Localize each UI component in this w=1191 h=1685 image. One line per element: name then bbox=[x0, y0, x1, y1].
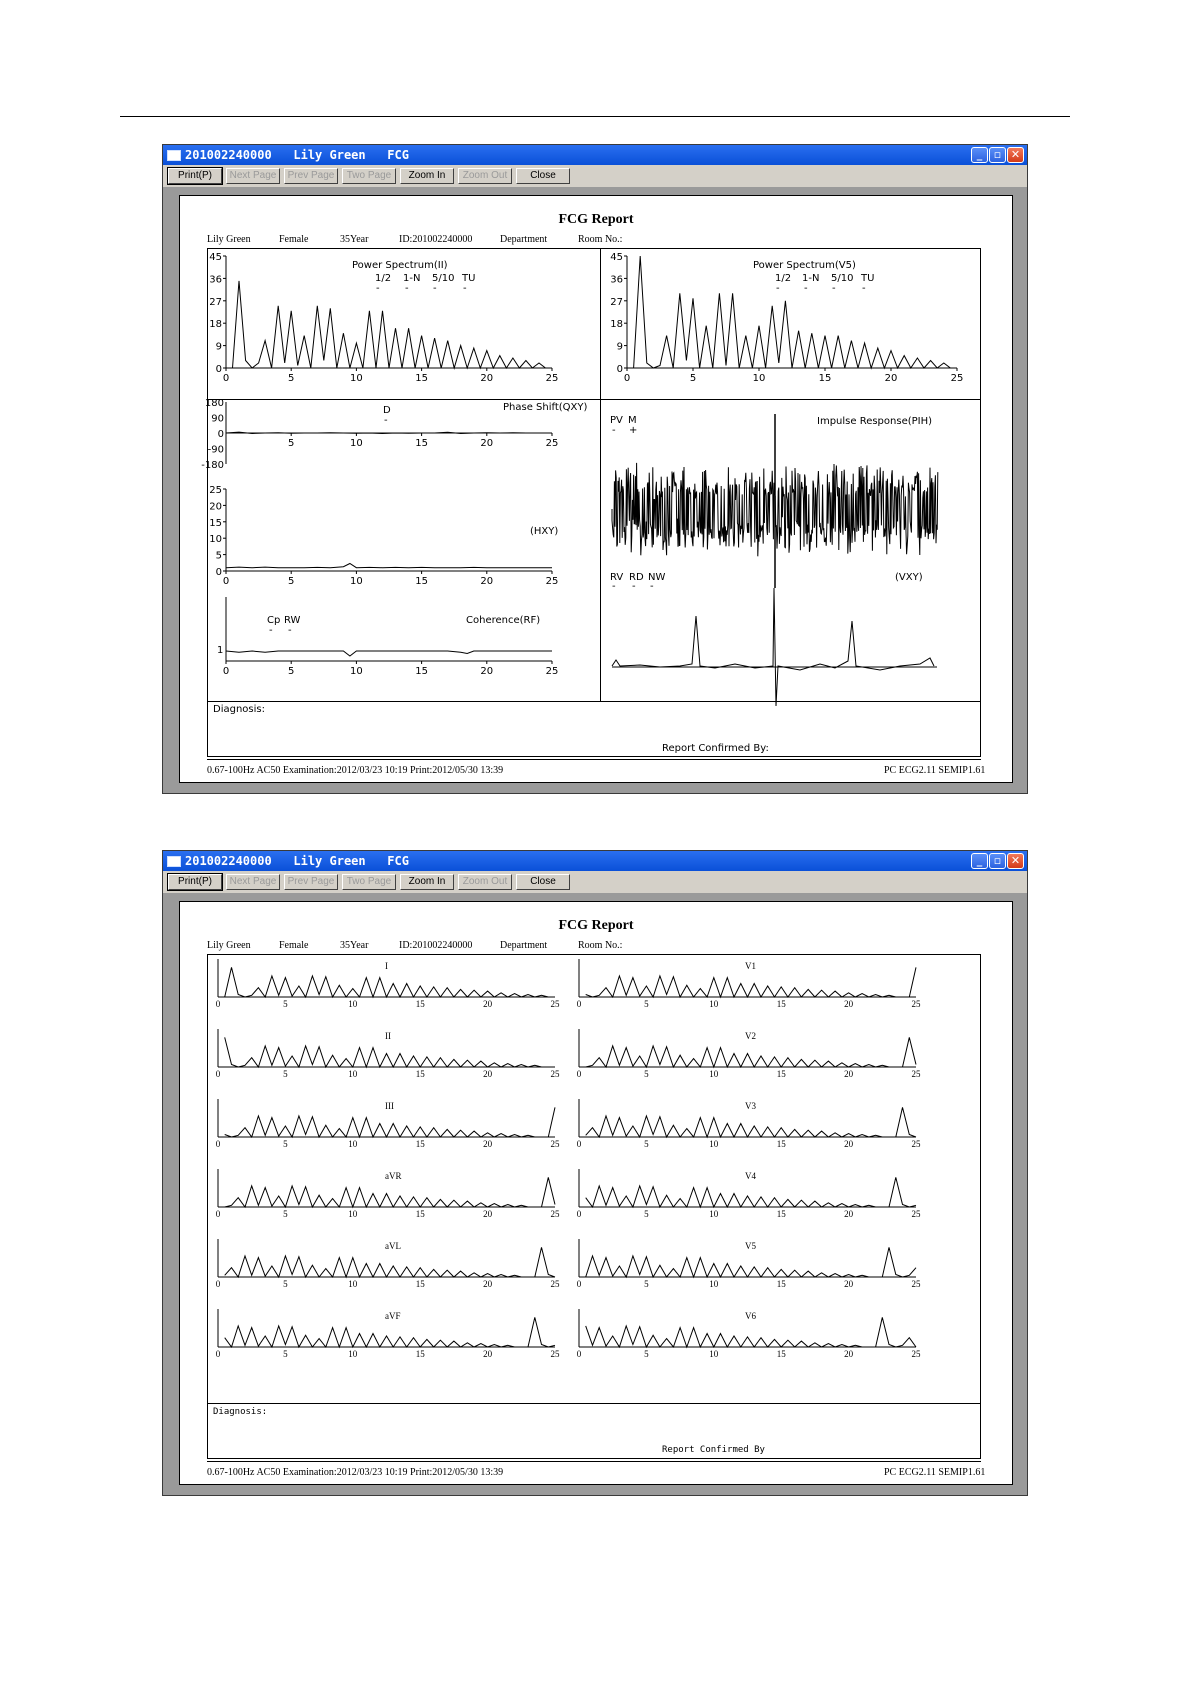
power-v5-legend-2: 1-N bbox=[802, 273, 820, 284]
power-ii-legend-mark-4: - bbox=[463, 283, 467, 294]
lead-V6-x-tick-label: 10 bbox=[709, 1349, 719, 1359]
prev-page-button[interactable]: Prev Page bbox=[284, 874, 338, 890]
report-title: FCG Report bbox=[558, 918, 634, 933]
lead-V5-x-tick-label: 20 bbox=[844, 1279, 854, 1289]
lead-aVL-x-tick-label: 25 bbox=[550, 1279, 560, 1289]
coherence-x-tick-label: 15 bbox=[415, 666, 428, 677]
lead-aVL-label: aVL bbox=[385, 1241, 401, 1251]
lead-aVL-x-tick-label: 10 bbox=[348, 1279, 358, 1289]
vxy-title: (VXY) bbox=[895, 572, 923, 583]
power-ii-legend-mark-2: - bbox=[405, 283, 409, 294]
room-number: Room No.: bbox=[578, 234, 623, 245]
lead-V6-series bbox=[586, 1317, 916, 1347]
impulse-title: Impulse Response(PIH) bbox=[817, 416, 933, 427]
lead-III-x-tick-label: 25 bbox=[550, 1139, 560, 1149]
power-v5-legend-mark-4: - bbox=[862, 283, 866, 294]
lead-aVL-x-tick-label: 5 bbox=[283, 1279, 288, 1289]
power-ii-legend-mark-1: - bbox=[376, 283, 380, 294]
lead-V4-x-tick-label: 10 bbox=[709, 1209, 719, 1219]
print-button[interactable]: Print(P) bbox=[168, 168, 222, 184]
lead-aVR-series bbox=[225, 1177, 555, 1207]
lead-V2-series bbox=[586, 1037, 916, 1067]
toolbar-2 bbox=[163, 871, 1027, 893]
patient-sex: Female bbox=[279, 940, 309, 951]
patient-name: Lily Green bbox=[207, 940, 251, 951]
power-ii-x-tick-label: 25 bbox=[545, 373, 559, 384]
power-v5-legend-mark-1: - bbox=[776, 283, 780, 294]
lead-aVR-x-tick-label: 25 bbox=[550, 1209, 560, 1219]
phase-x-tick-label: 10 bbox=[350, 438, 363, 449]
minimize-icon[interactable]: _ bbox=[971, 147, 988, 163]
power-v5-y-tick-label: 45 bbox=[610, 252, 623, 263]
phase-y-tick-label: -180 bbox=[201, 460, 224, 471]
power-v5-x-tick-label: 5 bbox=[689, 373, 697, 384]
phase-y-tick-label: 180 bbox=[204, 398, 224, 409]
fcg-report-window-2 bbox=[162, 850, 1028, 1496]
lead-V3-x-tick-label: 5 bbox=[644, 1139, 649, 1149]
power-v5-x-tick-label: 25 bbox=[950, 373, 964, 384]
power-ii-x-tick-label: 10 bbox=[350, 373, 363, 384]
lead-V3-series bbox=[586, 1107, 916, 1137]
coherence-legend-mark-rw: - bbox=[288, 625, 292, 636]
power-v5-title: Power Spectrum(V5) bbox=[753, 260, 856, 271]
phase-y-tick-label: 90 bbox=[211, 413, 224, 425]
lead-aVL-x-tick-label: 15 bbox=[415, 1279, 425, 1289]
lead-aVR-label: aVR bbox=[385, 1171, 402, 1181]
phase-y-tick-label: 0 bbox=[217, 429, 224, 440]
lead-II-x-tick-label: 0 bbox=[215, 1069, 221, 1079]
toolbar bbox=[163, 165, 1027, 187]
lead-V4-label: V4 bbox=[745, 1171, 756, 1181]
power-ii-y-tick-label: 9 bbox=[215, 341, 222, 353]
coherence-x-tick-label: 25 bbox=[545, 666, 559, 677]
power-v5-legend-4: TU bbox=[861, 273, 875, 284]
lead-V3-x-tick-label: 25 bbox=[911, 1139, 921, 1149]
lead-II-x-tick-label: 20 bbox=[483, 1069, 493, 1079]
power-ii-legend-2: 1-N bbox=[403, 273, 421, 284]
lead-I-x-tick-label: 25 bbox=[550, 999, 560, 1009]
lead-V6-x-tick-label: 20 bbox=[844, 1349, 854, 1359]
lead-V2-x-tick-label: 0 bbox=[576, 1069, 582, 1079]
power-ii-x-tick-label: 0 bbox=[222, 373, 230, 384]
power-ii-y-tick-label: 0 bbox=[215, 364, 222, 375]
zoom-in-button[interactable]: Zoom In bbox=[400, 874, 454, 890]
power-v5-y-tick-label: 9 bbox=[616, 341, 623, 353]
coherence-legend-mark-cp: - bbox=[269, 625, 273, 636]
lead-III-x-tick-label: 0 bbox=[215, 1139, 221, 1149]
power-ii-x-tick-label: 15 bbox=[415, 373, 428, 384]
hxy-y-tick-label: 20 bbox=[209, 501, 222, 513]
power-ii-legend-3: 5/10 bbox=[432, 273, 455, 284]
hxy-x-tick-label: 25 bbox=[545, 576, 559, 587]
lead-II-x-tick-label: 15 bbox=[415, 1069, 425, 1079]
power-ii-x-tick-label: 20 bbox=[480, 373, 494, 384]
report-page-2 bbox=[179, 901, 1013, 1485]
prev-page-button[interactable]: Prev Page bbox=[284, 168, 338, 184]
lead-II-x-tick-label: 5 bbox=[283, 1069, 288, 1079]
lead-V2-x-tick-label: 20 bbox=[844, 1069, 854, 1079]
print-button[interactable]: Print(P) bbox=[168, 874, 222, 890]
lead-aVR-x-tick-label: 20 bbox=[483, 1209, 493, 1219]
coherence-legend-cp: Cp bbox=[267, 615, 281, 626]
power-v5-x-tick-label: 0 bbox=[623, 373, 631, 384]
vxy-legend-rv: RV bbox=[610, 572, 624, 583]
lead-aVR-x-tick-label: 15 bbox=[415, 1209, 425, 1219]
lead-spectra-grid bbox=[180, 902, 1000, 1412]
vxy-legend-rd: RD bbox=[629, 572, 644, 583]
hxy-x-tick-label: 15 bbox=[415, 576, 428, 587]
lead-I-x-tick-label: 0 bbox=[215, 999, 221, 1009]
lead-V2-x-tick-label: 25 bbox=[911, 1069, 921, 1079]
footer-rule bbox=[207, 759, 981, 760]
lead-V3-x-tick-label: 15 bbox=[776, 1139, 786, 1149]
lead-V1-x-tick-label: 15 bbox=[776, 999, 786, 1009]
lead-I-series bbox=[225, 967, 555, 997]
report-title: FCG Report bbox=[558, 212, 634, 227]
diagnosis-box bbox=[207, 1403, 981, 1459]
power-ii-title: Power Spectrum(II) bbox=[352, 260, 448, 271]
close-button[interactable]: Close bbox=[516, 168, 570, 184]
lead-V3-x-tick-label: 20 bbox=[844, 1139, 854, 1149]
lead-V3-x-tick-label: 0 bbox=[576, 1139, 582, 1149]
phase-x-tick-label: 25 bbox=[545, 438, 559, 449]
lead-aVL-x-tick-label: 20 bbox=[483, 1279, 493, 1289]
lead-III-x-tick-label: 5 bbox=[283, 1139, 288, 1149]
lead-aVF-x-tick-label: 10 bbox=[348, 1349, 358, 1359]
coherence-x-tick-label: 10 bbox=[350, 666, 363, 677]
vxy-legend-mark-rv: - bbox=[612, 581, 616, 592]
patient-sex: Female bbox=[279, 234, 309, 245]
hxy-x-tick-label: 0 bbox=[222, 576, 230, 587]
patient-name: Lily Green bbox=[207, 234, 251, 245]
lead-V5-x-tick-label: 0 bbox=[576, 1279, 582, 1289]
lead-V2-label: V2 bbox=[745, 1031, 756, 1041]
vxy-legend-mark-rd: - bbox=[632, 581, 636, 592]
patient-age: 35Year bbox=[340, 234, 369, 245]
hxy-x-tick-label: 10 bbox=[350, 576, 363, 587]
patient-age: 35Year bbox=[340, 940, 369, 951]
hxy-x-tick-label: 20 bbox=[480, 576, 494, 587]
lead-V5-x-tick-label: 15 bbox=[776, 1279, 786, 1289]
coherence-ref-value: 1 bbox=[217, 645, 224, 656]
power-v5-y-tick-label: 27 bbox=[610, 296, 623, 308]
restore-icon[interactable]: ▫ bbox=[989, 853, 1006, 869]
coherence-x-tick-label: 0 bbox=[222, 666, 230, 677]
vxy-series bbox=[612, 588, 934, 706]
lead-aVR-x-tick-label: 0 bbox=[215, 1209, 221, 1219]
title-bar-2[interactable] bbox=[163, 851, 1027, 871]
lead-V1-x-tick-label: 5 bbox=[644, 999, 649, 1009]
power-ii-legend-mark-3: - bbox=[433, 283, 437, 294]
hxy-y-tick-label: 15 bbox=[209, 517, 222, 529]
lead-V1-series bbox=[586, 967, 916, 997]
power-v5-y-tick-label: 0 bbox=[616, 364, 623, 375]
phase-x-tick-label: 15 bbox=[415, 438, 428, 449]
diagnosis-label: Diagnosis: bbox=[213, 704, 265, 715]
diagnosis-box bbox=[207, 701, 981, 757]
close-icon[interactable]: ✕ bbox=[1007, 853, 1024, 869]
lead-I-label: I bbox=[385, 961, 388, 971]
page-top-rule bbox=[120, 116, 1070, 117]
lead-III-x-tick-label: 20 bbox=[483, 1139, 493, 1149]
lead-aVF-x-tick-label: 25 bbox=[550, 1349, 560, 1359]
lead-V2-x-tick-label: 5 bbox=[644, 1069, 649, 1079]
power-v5-legend-1: 1/2 bbox=[775, 273, 792, 284]
footer-left: 0.67-100Hz AC50 Examination:2012/03/23 10:19 Print:2012/05/30 13:39 bbox=[207, 765, 504, 776]
phase-shift-legend-mark: - bbox=[384, 415, 388, 426]
patient-id: ID:201002240000 bbox=[399, 940, 473, 951]
hxy-y-tick-label: 0 bbox=[215, 567, 222, 578]
lead-aVF-x-tick-label: 15 bbox=[415, 1349, 425, 1359]
lead-II-x-tick-label: 10 bbox=[348, 1069, 358, 1079]
impulse-legend-m: M bbox=[628, 415, 637, 426]
lead-V4-x-tick-label: 25 bbox=[911, 1209, 921, 1219]
power-ii-legend-4: TU bbox=[462, 273, 476, 284]
lead-V1-x-tick-label: 0 bbox=[576, 999, 582, 1009]
lead-V3-label: V3 bbox=[745, 1101, 756, 1111]
lead-aVR-x-tick-label: 5 bbox=[283, 1209, 288, 1219]
lead-V1-label: V1 bbox=[745, 961, 756, 971]
lead-III-label: III bbox=[385, 1101, 394, 1111]
lead-V6-x-tick-label: 5 bbox=[644, 1349, 649, 1359]
room-number: Room No.: bbox=[578, 940, 623, 951]
lead-aVF-label: aVF bbox=[385, 1311, 401, 1321]
lead-V1-x-tick-label: 10 bbox=[709, 999, 719, 1009]
footer-rule bbox=[207, 1461, 981, 1462]
restore-icon[interactable]: ▫ bbox=[989, 147, 1006, 163]
lead-V4-x-tick-label: 0 bbox=[576, 1209, 582, 1219]
footer-right: PC ECG2.11 SEMIP1.61 bbox=[884, 1467, 986, 1478]
lead-V4-series bbox=[586, 1177, 916, 1207]
power-v5-x-tick-label: 20 bbox=[884, 373, 898, 384]
coherence-x-tick-label: 5 bbox=[288, 666, 295, 677]
window-title: 201002240000 Lily Green FCG bbox=[185, 148, 409, 162]
power-ii-y-tick-label: 36 bbox=[209, 274, 222, 286]
lead-V5-series bbox=[586, 1247, 916, 1277]
phase-shift-legend: D bbox=[383, 405, 391, 416]
lead-I-x-tick-label: 5 bbox=[283, 999, 288, 1009]
title-bar[interactable] bbox=[163, 145, 1027, 165]
close-button[interactable]: Close bbox=[516, 874, 570, 890]
footer-right: PC ECG2.11 SEMIP1.61 bbox=[884, 765, 986, 776]
zoom-out-button[interactable]: Zoom Out bbox=[458, 168, 512, 184]
lead-I-x-tick-label: 20 bbox=[483, 999, 493, 1009]
phase-y-tick-label: -90 bbox=[207, 444, 224, 456]
lead-V2-x-tick-label: 15 bbox=[776, 1069, 786, 1079]
phase-x-tick-label: 5 bbox=[288, 438, 295, 449]
lead-V3-x-tick-label: 10 bbox=[709, 1139, 719, 1149]
lead-II-series bbox=[225, 1037, 555, 1067]
app-icon bbox=[167, 856, 181, 867]
two-page-button[interactable]: Two Page bbox=[342, 168, 396, 184]
power-ii-y-tick-label: 18 bbox=[209, 319, 222, 331]
impulse-legend-pv: PV bbox=[610, 415, 623, 426]
diagnosis-label: Diagnosis: bbox=[213, 1407, 268, 1417]
phase-x-tick-label: 20 bbox=[480, 438, 494, 449]
hxy-y-tick-label: 10 bbox=[209, 534, 222, 546]
next-page-button[interactable]: Next Page bbox=[226, 168, 280, 184]
impulse-legend-mark-pv: - bbox=[612, 425, 616, 436]
minimize-icon[interactable]: _ bbox=[971, 853, 988, 869]
lead-V6-x-tick-label: 25 bbox=[911, 1349, 921, 1359]
power-v5-legend-mark-2: - bbox=[804, 283, 808, 294]
power-ii-y-tick-label: 27 bbox=[209, 296, 222, 308]
coherence-x-tick-label: 20 bbox=[480, 666, 494, 677]
lead-V1-x-tick-label: 20 bbox=[844, 999, 854, 1009]
lead-V5-label: V5 bbox=[745, 1241, 756, 1251]
lead-V6-x-tick-label: 15 bbox=[776, 1349, 786, 1359]
hxy-title: (HXY) bbox=[530, 526, 559, 537]
vxy-legend-nw: NW bbox=[648, 572, 666, 583]
lead-II-label: II bbox=[385, 1031, 391, 1041]
lead-V4-x-tick-label: 5 bbox=[644, 1209, 649, 1219]
lead-V4-x-tick-label: 15 bbox=[776, 1209, 786, 1219]
hxy-x-tick-label: 5 bbox=[288, 576, 295, 587]
lead-V5-x-tick-label: 10 bbox=[709, 1279, 719, 1289]
close-icon[interactable]: ✕ bbox=[1007, 147, 1024, 163]
window-title-2: 201002240000 Lily Green FCG bbox=[185, 854, 409, 868]
vxy-chart bbox=[180, 196, 1000, 706]
lead-aVL-x-tick-label: 0 bbox=[215, 1279, 221, 1289]
lead-III-x-tick-label: 10 bbox=[348, 1139, 358, 1149]
next-page-button[interactable]: Next Page bbox=[226, 874, 280, 890]
fcg-report-window-1 bbox=[162, 144, 1028, 794]
lead-aVF-x-tick-label: 20 bbox=[483, 1349, 493, 1359]
lead-V2-x-tick-label: 10 bbox=[709, 1069, 719, 1079]
lead-V1-x-tick-label: 25 bbox=[911, 999, 921, 1009]
report-page bbox=[179, 195, 1013, 783]
footer-left: 0.67-100Hz AC50 Examination:2012/03/23 10:19 Print:2012/05/30 13:39 bbox=[207, 1467, 504, 1478]
lead-III-x-tick-label: 15 bbox=[415, 1139, 425, 1149]
power-v5-y-tick-label: 36 bbox=[610, 274, 623, 286]
power-v5-x-tick-label: 15 bbox=[818, 373, 832, 384]
lead-I-x-tick-label: 10 bbox=[348, 999, 358, 1009]
patient-id: ID:201002240000 bbox=[399, 234, 473, 245]
lead-aVF-x-tick-label: 5 bbox=[283, 1349, 288, 1359]
lead-V5-x-tick-label: 5 bbox=[644, 1279, 649, 1289]
app-icon bbox=[167, 150, 181, 161]
lead-I-x-tick-label: 15 bbox=[415, 999, 425, 1009]
confirmed-by-label: Report Confirmed By bbox=[662, 1445, 765, 1455]
zoom-out-button[interactable]: Zoom Out bbox=[458, 874, 512, 890]
impulse-legend-mark-m: + bbox=[629, 425, 638, 436]
confirmed-by-label: Report Confirmed By: bbox=[662, 743, 769, 754]
coherence-title: Coherence(RF) bbox=[466, 615, 541, 626]
power-ii-x-tick-label: 5 bbox=[288, 373, 295, 384]
coherence-legend-rw: RW bbox=[284, 615, 301, 626]
vxy-legend-mark-nw: - bbox=[650, 581, 654, 592]
department: Department bbox=[500, 234, 548, 245]
lead-V6-x-tick-label: 0 bbox=[576, 1349, 582, 1359]
lead-V6-label: V6 bbox=[745, 1311, 756, 1321]
lead-aVL-series bbox=[225, 1247, 555, 1277]
lead-V4-x-tick-label: 20 bbox=[844, 1209, 854, 1219]
lead-aVR-x-tick-label: 10 bbox=[348, 1209, 358, 1219]
hxy-y-tick-label: 5 bbox=[215, 550, 222, 562]
two-page-button[interactable]: Two Page bbox=[342, 874, 396, 890]
power-v5-y-tick-label: 18 bbox=[610, 319, 623, 331]
lead-V5-x-tick-label: 25 bbox=[911, 1279, 921, 1289]
power-v5-legend-mark-3: - bbox=[832, 283, 836, 294]
lead-III-series bbox=[225, 1107, 555, 1137]
phase-shift-title: Phase Shift(QXY) bbox=[503, 402, 588, 413]
lead-II-x-tick-label: 25 bbox=[550, 1069, 560, 1079]
lead-aVF-x-tick-label: 0 bbox=[215, 1349, 221, 1359]
power-v5-legend-3: 5/10 bbox=[831, 273, 854, 284]
lead-aVF-series bbox=[225, 1317, 555, 1347]
power-ii-legend-1: 1/2 bbox=[375, 273, 392, 284]
hxy-y-tick-label: 25 bbox=[209, 485, 222, 496]
power-ii-y-tick-label: 45 bbox=[209, 252, 222, 263]
department: Department bbox=[500, 940, 548, 951]
zoom-in-button[interactable]: Zoom In bbox=[400, 168, 454, 184]
power-v5-x-tick-label: 10 bbox=[752, 373, 766, 384]
